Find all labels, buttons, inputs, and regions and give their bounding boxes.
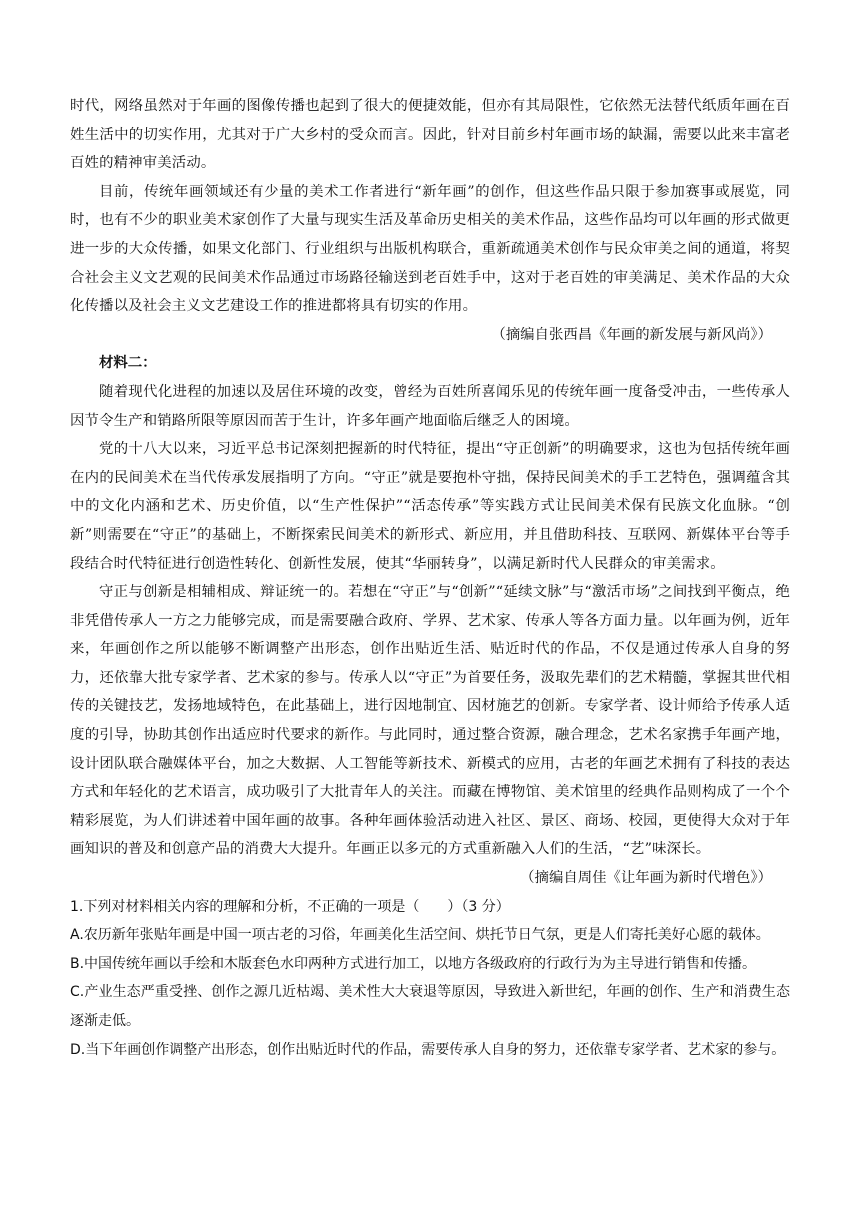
question-stem: 1.下列对材料相关内容的理解和分析，不正确的一项是（ ）（3 分） [70,898,510,915]
material-heading: 材料二： [99,354,157,372]
option-a[interactable]: A.农历新年张贴年画是中国一项古老的习俗，年画美化生活空间、烘托节日气氛，更是人们寄托美好心愿的载体。 [70,927,770,944]
option-c[interactable]: C.产业生态严重受挫、创作之源几近枯竭、美术性大大衰退等原因，导致进入新世纪，年画的创作、生产和消费生态逐渐走低。 [70,984,790,1029]
passage-paragraph: 守正与创新是相辅相成、辩证统一的。若想在“守正”与“创新”“延续文脉”与“激活市场”之间找到平衡点，绝非凭借传承人一方之力能够完成，而是需要融合政府、学界、艺术家、传承人等各方面力量。以年画为例，近年来，年画创作之所以能够不断调整产出形态，创作出贴近生活、贴近时代的作品，不仅是通过传承人自身的努力，还依靠大批专家学者、艺术家的参与。传承人以“守正”为首要任务，汲取先辈们的艺术精髓，掌握其世代相传的关键技艺，发扬地域特色，在此基础上，进行因地制宜、因材施艺的创新。专家学者、设计师给予传承人适度的引导，协助其创作出适应时代要求的新作。与此同时，通过整合资源，融合理念，艺术名家携手年画产地，设计团队联合融媒体平台，加之大数据、人工智能等新技术、新模式的应用，古老的年画艺术拥有了科技的表达方式和年轻化的艺术语言，成功吸引了大批青年人的关注。而藏在博物馆、美术馆里的经典作品则构成了一个个精彩展览，为人们讲述着中国年画的故事。各种年画体验活动进入社区、景区、商场、校园，更使得大众对于年画知识的普及和创意产品的消费大大提升。年画正以多元的方式重新融入人们的生活，“艺”味深长。 [70,584,790,858]
passage-paragraph: 目前，传统年画领域还有少量的美术工作者进行“新年画”的创作，但这些作品只限于参加赛事或展览，同时，也有不少的职业美术家创作了大量与现实生活及革命历史相关的美术作品，这些作品均可以年画的形式做更进一步的大众传播，如果文化部门、行业组织与出版机构联合，重新疏通美术创作与民众审美之间的通道，将契合社会主义文艺观的民间美术作品通过市场路径输送到老百姓手中，这对于老百姓的审美满足、美术作品的大众化传播以及社会主义文艺建设工作的推进都将具有切实的作用。 [70,183,790,315]
passage-paragraph: 党的十八大以来，习近平总书记深刻把握新的时代特征，提出“守正创新”的明确要求，这也为包括传统年画在内的民间美术在当代传承发展指明了方向。“守正”就是要抱朴守拙，保持民间美术的手工艺特色，强调蕴含其中的文化内涵和艺术、历史价值，以“生产性保护”“活态传承”等实践方式让民间美术保有民族文化血脉。“创新”则需要在“守正”的基础上，不断探索民间美术的新形式、新应用，并且借助科技、互联网、新媒体平台等手段结合时代特征进行创造性转化、创新性发展，使其“华丽转身”，以满足新时代人民群众的审美需求。 [70,441,790,572]
source-citation: （摘编自张西昌《年画的新发展与新风尚》） [491,326,772,343]
option-b[interactable]: B.中国传统年画以手绘和木版套色水印两种方式进行加工，以地方各级政府的行政行为为主导进行销售和传播。 [70,955,757,972]
source-citation: （摘编自周佳《让年画为新时代增色》） [520,870,772,887]
passage-paragraph: 时代，网络虽然对于年画的图像传播也起到了很大的便捷效能，但亦有其局限性，它依然无法替代纸质年画在百姓生活中的切实作用，尤其对于广大乡村的受众而言。因此，针对目前乡村年画市场的缺漏，需要以此来丰富老百姓的精神审美活动。 [70,98,790,172]
passage-paragraph: 随着现代化进程的加速以及居住环境的改变，曾经为百姓所喜闻乐见的传统年画一度备受冲击，一些传承人因节令生产和销路所限等原因而苦于生计，许多年画产地面临后继乏人的困境。 [70,383,790,429]
option-d[interactable]: D.当下年画创作调整产出形态，创作出贴近时代的作品，需要传承人自身的努力，还依靠专家学者、艺术家的参与。 [70,1041,786,1058]
